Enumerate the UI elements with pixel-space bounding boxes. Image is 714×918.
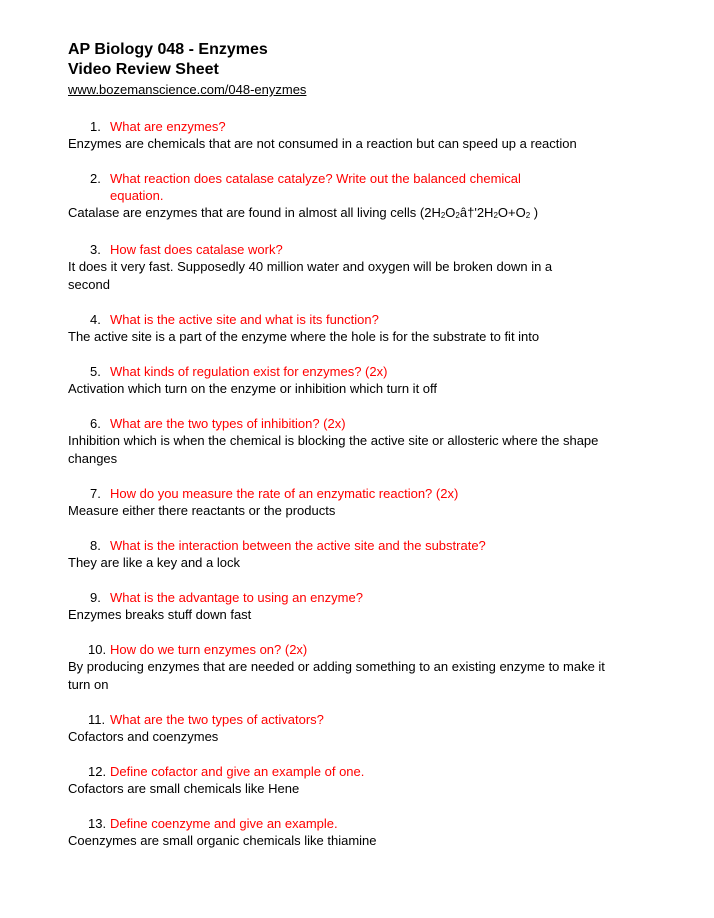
question-number: 11. (88, 712, 106, 727)
question-text (68, 363, 530, 380)
question-text (68, 170, 530, 204)
question-text (68, 763, 530, 780)
document-subtitle: Video Review Sheet (68, 61, 219, 78)
question-label: What is the interaction between the active site and the substrate? (110, 538, 486, 553)
question-text (68, 815, 530, 832)
list-item (68, 641, 668, 694)
list-item (68, 415, 668, 468)
question-number: 6. (90, 416, 101, 431)
question-number: 12. (88, 764, 107, 779)
question-label: How do we turn enzymes on? (2x) (110, 642, 308, 657)
question-label: What are enzymes? (110, 119, 226, 134)
question-label: What are the two types of activators? (110, 712, 324, 727)
list-item (68, 170, 668, 224)
question-number: 1. (90, 119, 101, 134)
question-number: 5. (90, 364, 101, 379)
question-label: Define cofactor and give an example of one. (110, 764, 365, 779)
list-item (68, 815, 668, 850)
list-item (68, 589, 668, 624)
question-text (68, 589, 530, 606)
answer-text: Coenzymes are small organic chemicals like thiamine (68, 833, 377, 848)
answer-text: Measure either there reactants or the products (68, 503, 336, 518)
list-item (68, 711, 668, 746)
question-number: 3. (90, 242, 101, 257)
answer-text: Enzymes are chemicals that are not consumed in a reaction but can speed up a reaction (68, 136, 577, 151)
question-label: What kinds of regulation exist for enzymes? (2x) (110, 364, 388, 379)
question-label: What is the active site and what is its function? (110, 312, 379, 327)
list-item (68, 241, 668, 294)
list-item (68, 311, 668, 346)
answer-text: By producing enzymes that are needed or adding something to an existing enzyme to make it turn on (68, 659, 605, 692)
question-number: 9. (90, 590, 101, 605)
answer-text: Cofactors and coenzymes (68, 729, 219, 744)
question-text (68, 118, 530, 135)
answer-text: Cofactors are small chemicals like Hene (68, 781, 300, 796)
question-number: 4. (90, 312, 101, 327)
list-item (68, 763, 668, 798)
list-item (68, 118, 668, 153)
question-text (68, 711, 530, 728)
question-label: Define coenzyme and give an example. (110, 816, 338, 831)
answer-text: The active site is a part of the enzyme where the hole is for the substrate to fit into (68, 329, 540, 344)
source-link[interactable]: www.bozemanscience.com/048-enyzmes (68, 82, 307, 97)
question-number: 8. (90, 538, 101, 553)
answer-text: Activation which turn on the enzyme or inhibition which turn it off (68, 381, 438, 396)
question-text (68, 241, 530, 258)
list-item (68, 485, 668, 520)
question-text (68, 415, 530, 432)
answer-text: Inhibition which is when the chemical is blocking the active site or allosteric where the shape changes (68, 433, 599, 466)
question-number: 7. (90, 486, 101, 501)
question-label: How do you measure the rate of an enzymatic reaction? (2x) (110, 486, 459, 501)
question-text (68, 485, 530, 502)
answer-text: They are like a key and a lock (68, 555, 240, 570)
list-item (68, 537, 668, 572)
question-label: How fast does catalase work? (110, 242, 283, 257)
question-label: What are the two types of inhibition? (2x) (110, 416, 346, 431)
question-text (68, 641, 530, 658)
document-page (68, 40, 668, 850)
list-item (68, 363, 668, 398)
question-text (68, 311, 530, 328)
question-label: What reaction does catalase catalyze? Write out the balanced chemical equation. (110, 171, 521, 203)
question-label: What is the advantage to using an enzyme? (110, 590, 363, 605)
answer-text: Enzymes breaks stuff down fast (68, 607, 252, 622)
answer-text: Catalase are enzymes that are found in almost all living cells ($2H_2O_2â\dagger'2H_2O+O_2$ ) (68, 205, 539, 220)
question-number: 13. (88, 816, 107, 831)
document-title: AP Biology 048 - Enzymes (68, 41, 268, 58)
answer-text: It does it very fast. Supposedly 40 million water and oxygen will be broken down in a second (68, 259, 553, 292)
question-number: 10. (88, 642, 107, 657)
question-number: 2. (90, 171, 101, 186)
question-text (68, 537, 530, 554)
